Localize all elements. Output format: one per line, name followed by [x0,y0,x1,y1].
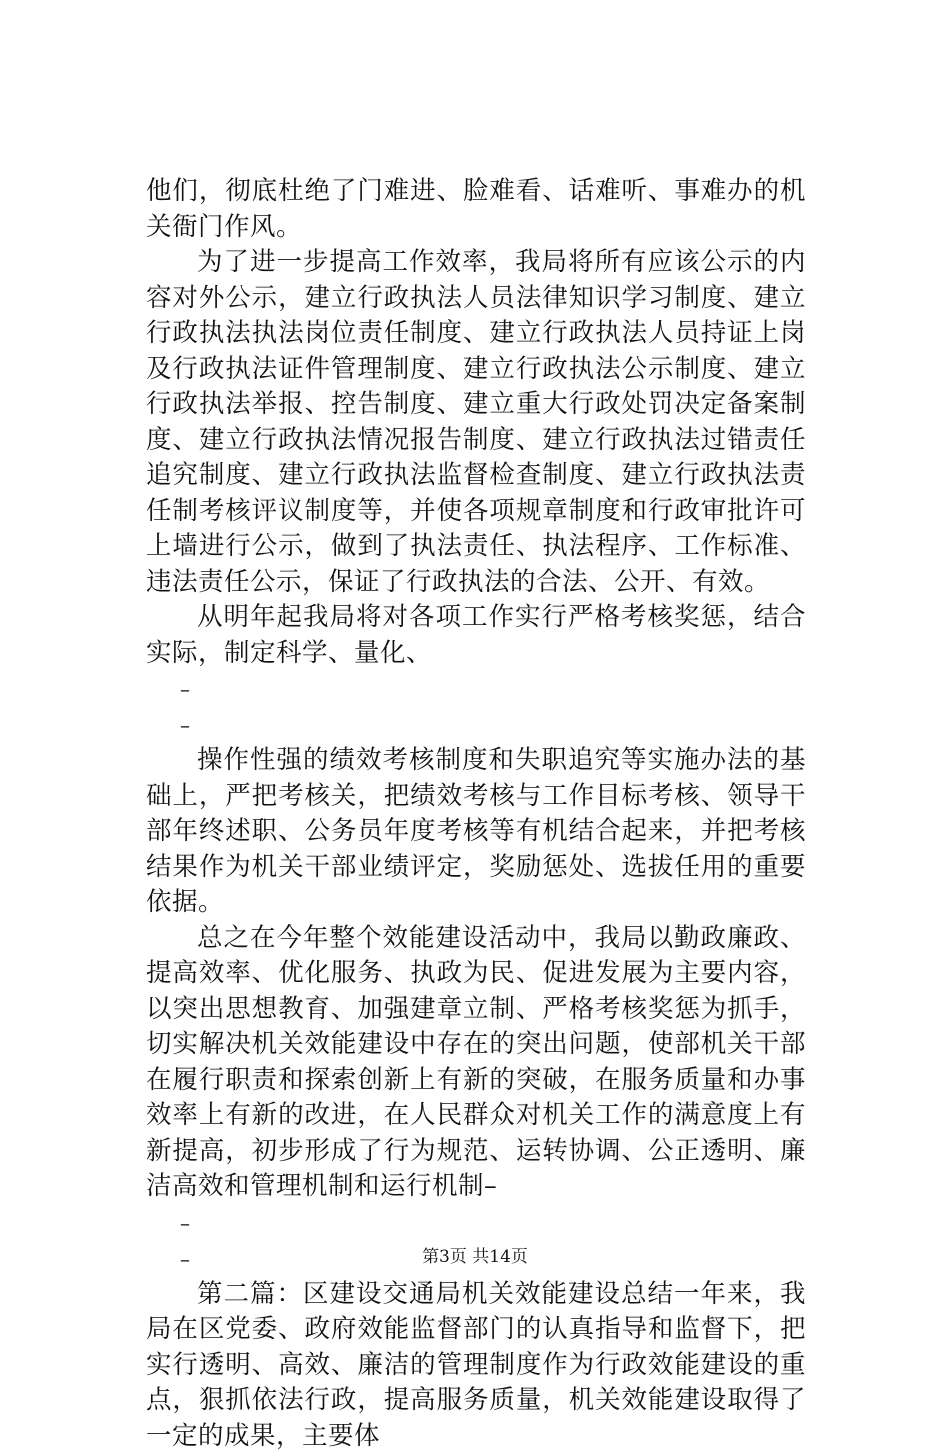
dash-mark: – [180,1241,806,1277]
paragraph-5: 总之在今年整个效能建设活动中，我局以勤政廉政、提高效率、优化服务、执政为民、促进发展为主要内容，以突出思想教育、加强建章立制、严格考核奖惩为抓手，切实解决机关效能建设中存在的突出问题，使部机关干部在履行职责和探索创新上有新的突破，在服务质量和办事效率上有新的改进，在人民群众对机关工作的满意度上有新提高，初步形成了行为规范、运转协调、公正透明、廉洁高效和管理机制和运行机制– [146,921,806,1205]
paragraph-2: 为了进一步提高工作效率，我局将所有应该公示的内容对外公示，建立行政执法人员法律知识学习制度、建立行政执法执法岗位责任制度、建立行政执法人员持证上岗及行政执法证件管理制度、建立行政执法公示制度、建立行政执法举报、控告制度、建立重大行政处罚决定备案制度、建立行政执法情况报告制度、建立行政执法过错责任追究制度、建立行政执法监督检查制度、建立行政执法责任制考核评议制度等，并使各项规章制度和行政审批许可上墙进行公示，做到了执法责任、执法程序、工作标准、违法责任公示，保证了行政执法的合法、公开、有效。 [146,245,806,600]
paragraph-4: 操作性强的绩效考核制度和失职追究等实施办法的基础上，严把考核关，把绩效考核与工作目标考核、领导干部年终述职、公务员年度考核等有机结合起来，并把考核结果作为机关干部业绩评定，奖励惩处、选拔任用的重要依据。 [146,743,806,921]
paragraph-1: 他们，彻底杜绝了门难进、脸难看、话难听、事难办的机关衙门作风。 [146,174,806,245]
dash-mark: – [180,1205,806,1241]
paragraph-3: 从明年起我局将对各项工作实行严格考核奖惩，结合实际，制定科学、量化、 [146,600,806,671]
dash-mark: – [180,707,806,743]
page-footer: 第3页 共14页 [0,1242,950,1267]
dash-separator-1 [146,671,806,743]
paragraph-6: 第二篇：区建设交通局机关效能建设总结一年来，我局在区党委、政府效能监督部门的认真指导和监督下，把实行透明、高效、廉洁的管理制度作为行政效能建设的重点，狠抓依法行政，提高服务质量，机关效能建设取得了一定的成果，主要体 [146,1277,806,1454]
dash-mark: – [180,671,806,707]
